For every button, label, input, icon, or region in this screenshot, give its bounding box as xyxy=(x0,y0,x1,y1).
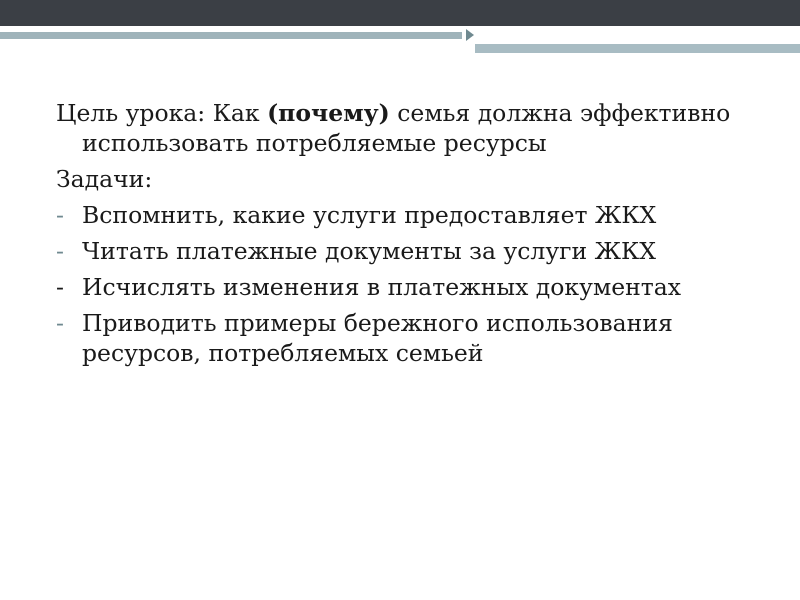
tasks-heading: Задачи: xyxy=(56,165,153,193)
lesson-goal xyxy=(56,98,776,158)
task-item-3 xyxy=(56,272,776,302)
task-text: Приводить примеры бережного использования ресурсов, потребляемых семьей xyxy=(82,309,673,367)
bullet-dash: - xyxy=(56,273,64,301)
bullet-dash: - xyxy=(56,201,64,229)
task-text: Читать платежные документы за услуги ЖКХ xyxy=(82,237,656,265)
task-item-1 xyxy=(56,200,776,230)
task-text: Вспомнить, какие услуги предоставляет ЖКХ xyxy=(82,201,657,229)
bullet-dash: - xyxy=(56,309,64,337)
header-band xyxy=(0,0,800,26)
task-item-4 xyxy=(56,308,776,368)
header-triangle-icon xyxy=(466,29,474,41)
bullet-dash: - xyxy=(56,237,64,265)
slide-content xyxy=(56,98,776,374)
lesson-goal-bold: (почему) xyxy=(267,99,390,127)
lesson-goal-prefix: Цель урока: Как xyxy=(56,99,268,127)
task-item-2 xyxy=(56,236,776,266)
task-text: Исчислять изменения в платежных документах xyxy=(82,273,682,301)
lesson-goal-suffix: семья должна эффективно использовать потребляемые ресурсы xyxy=(82,99,731,157)
header-stripe-left xyxy=(0,32,462,39)
header-stripe-right xyxy=(475,44,800,53)
